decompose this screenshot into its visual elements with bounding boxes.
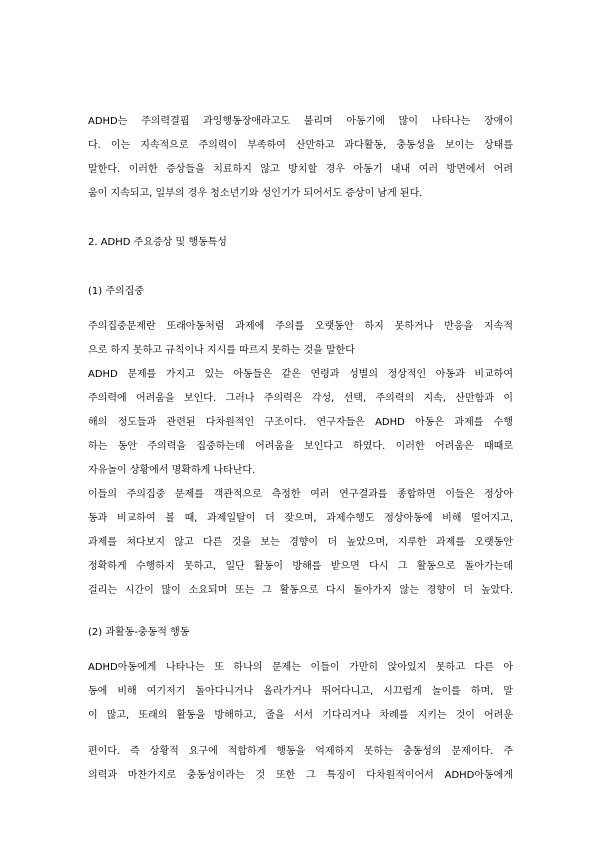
subsection-heading: (1) 주의집중: [88, 286, 144, 297]
text-line: 과제를 쳐다보지 않고 다른 것을 보는 경향이 더 높았으며, 지루한 과제를 오랫동안: [88, 537, 513, 548]
text-line: 주의력에 어려움을 보인다. 그러나 주의력은 각성, 선택, 주의력의 지속, 산만함과 이: [88, 393, 513, 404]
text-line: 자유놀이 상황에서 명확하게 나타난다.: [88, 465, 256, 476]
text-line: 주의집중문제란 또래아동처럼 과제에 주의를 오랫동안 하지 못하거나 반응을 지속적: [88, 321, 513, 332]
text-line: 이 많고, 또래의 활동을 방해하고, 줄을 서서 기다리거나 차례를 지키는 것이 어려운: [88, 710, 513, 721]
section-heading: 2. ADHD 주요증상 및 행동특성: [88, 237, 227, 248]
text-line: ADHD는 주의력결핍 과잉행동장애라고도 불리며 아동기에 많이 나타나는 장애이: [88, 116, 513, 127]
text-line: 편이다. 즉 상황적 요구에 적합하게 행동을 억제하지 못하는 충동성의 문제이다. 주: [88, 746, 513, 757]
text-line: 움이 지속되고, 일부의 경우 청소년기와 성인기가 되어서도 증상이 남게 된다.: [88, 188, 423, 199]
text-line: 정확하게 수행하지 못하고, 일단 활동이 방해를 받으면 다시 그 활동으로 돌아가는데: [88, 561, 513, 572]
text-line: ADHD 문제를 가지고 있는 아동들은 같은 연령과 성별의 정상적인 아동과 비교하여: [88, 369, 513, 380]
text-line: 하는 동안 주의력을 집중하는데 어려움을 보인다고 하였다. 이러한 어려움은 때때로: [88, 441, 513, 452]
text-line: 으로 하지 못하고 규칙이나 지시를 따르지 못하는 것을 말한다: [88, 345, 355, 356]
text-line: 이들의 주의집중 문제를 객관적으로 측정한 여러 연구결과를 종합하면 이들은 정상아: [88, 489, 513, 500]
text-line: 동과 비교하여 볼 때, 과제일탈이 더 잦으며, 과제수행도 정상아동에 비해 떨어지고,: [88, 513, 513, 524]
text-line: 해의 정도들과 관련된 다차원적인 구조이다. 연구자들은 ADHD 아동은 과제를 수행: [88, 417, 513, 428]
text-line: 걸리는 시간이 많이 소요되며 또는 그 활동으로 다시 돌아가지 않는 경향이 더 높았다.: [88, 585, 513, 596]
subsection-heading: (2) 과활동-충동적 행동: [88, 627, 190, 638]
text-line: 의력과 마찬가지로 충동성이라는 것 또한 그 특징이 다차원적이어서 ADHD아동에게: [88, 770, 513, 781]
text-line: 말한다. 이러한 증상들을 치료하지 않고 방치할 경우 아동기 내내 여러 방면에서 어려: [88, 164, 513, 175]
text-line: ADHD아동에게 나타나는 또 하나의 문제는 이들이 가만히 앉아있지 못하고 다른 아: [88, 662, 513, 673]
text-line: 다. 이는 지속적으로 주의력이 부족하여 산만하고 과다활동, 충동성을 보이는 상태를: [88, 140, 513, 151]
text-line: 동에 비해 여기저기 돌아다니거나 올라가거나 뛰어다니고, 시끄럽게 놀이를 하며, 말: [88, 686, 513, 697]
